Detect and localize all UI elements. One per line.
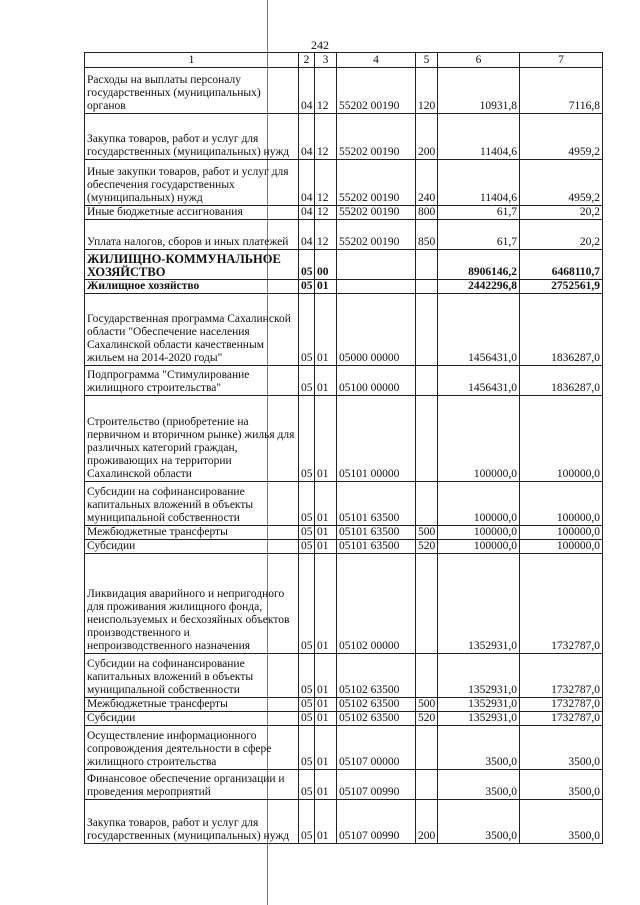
row-name-cell: Строительство (приобретение на первичном и вторичном рынке) жилья для различных категорий граждан, проживающих на территории Сахалинской области <box>85 396 299 482</box>
amount-year-2-cell: 100000,0 <box>520 526 603 540</box>
subsection-cell: 00 <box>315 250 337 280</box>
amount-year-2-cell: 4959,2 <box>520 114 603 160</box>
amount-year-2-cell: 7116,8 <box>520 68 603 114</box>
amount-year-2-cell: 4959,2 <box>520 160 603 206</box>
expense-type-cell: 120 <box>416 68 438 114</box>
row-name-cell: Жилищное хозяйство <box>85 280 299 294</box>
table-row <box>85 482 603 526</box>
subsection-cell: 01 <box>315 294 337 366</box>
table-row <box>85 654 603 698</box>
header-cell: 6 <box>438 53 520 68</box>
header-cell: 1 <box>85 53 299 68</box>
row-name-cell: Субсидии <box>85 712 299 726</box>
target-article-cell: 05102 63500 <box>337 712 416 726</box>
amount-year-1-cell: 61,7 <box>438 206 520 220</box>
section-cell: 05 <box>299 770 315 800</box>
expense-type-cell: 200 <box>416 800 438 844</box>
target-article-cell: 55202 00190 <box>337 68 416 114</box>
expense-type-cell: 850 <box>416 220 438 250</box>
amount-year-1-cell: 1456431,0 <box>438 294 520 366</box>
subsection-cell: 01 <box>315 366 337 396</box>
row-name-cell: ЖИЛИЩНО-КОММУНАЛЬНОЕ ХОЗЯЙСТВО <box>85 250 299 280</box>
expense-type-cell: 500 <box>416 526 438 540</box>
row-name-cell: Расходы на выплаты персоналу государственных (муниципальных) органов <box>85 68 299 114</box>
section-cell: 05 <box>299 482 315 526</box>
table-row <box>85 366 603 396</box>
subsection-cell: 01 <box>315 712 337 726</box>
table-row <box>85 554 603 654</box>
section-cell: 05 <box>299 654 315 698</box>
section-cell: 04 <box>299 160 315 206</box>
section-cell: 05 <box>299 250 315 280</box>
amount-year-2-cell: 1732787,0 <box>520 654 603 698</box>
row-name-cell: Осуществление информационного сопровождения деятельности в сфере жилищного строительства <box>85 726 299 770</box>
amount-year-2-cell: 100000,0 <box>520 396 603 482</box>
table-row <box>85 68 603 114</box>
expense-type-cell <box>416 396 438 482</box>
section-cell: 04 <box>299 114 315 160</box>
amount-year-1-cell: 100000,0 <box>438 526 520 540</box>
table-row <box>85 294 603 366</box>
target-article-cell: 05100 00000 <box>337 366 416 396</box>
header-cell: 4 <box>337 53 416 68</box>
header-cell: 5 <box>416 53 438 68</box>
amount-year-2-cell: 20,2 <box>520 220 603 250</box>
amount-year-1-cell: 1352931,0 <box>438 654 520 698</box>
subsection-cell: 01 <box>315 396 337 482</box>
amount-year-1-cell: 11404,6 <box>438 160 520 206</box>
target-article-cell: 05102 63500 <box>337 654 416 698</box>
expense-type-cell: 520 <box>416 540 438 554</box>
table-header-row <box>85 53 603 68</box>
section-cell: 05 <box>299 800 315 844</box>
amount-year-2-cell: 1836287,0 <box>520 366 603 396</box>
expense-type-cell <box>416 770 438 800</box>
table-row <box>85 114 603 160</box>
amount-year-2-cell: 100000,0 <box>520 540 603 554</box>
table-row <box>85 160 603 206</box>
amount-year-1-cell: 3500,0 <box>438 726 520 770</box>
subsection-cell: 01 <box>315 540 337 554</box>
amount-year-1-cell: 8906146,2 <box>438 250 520 280</box>
amount-year-2-cell: 1732787,0 <box>520 698 603 712</box>
amount-year-2-cell: 3500,0 <box>520 726 603 770</box>
subsection-cell: 12 <box>315 114 337 160</box>
subsection-cell: 12 <box>315 206 337 220</box>
table-row <box>85 206 603 220</box>
row-name-cell: Межбюджетные трансферты <box>85 526 299 540</box>
expense-type-cell: 800 <box>416 206 438 220</box>
amount-year-2-cell: 2752561,9 <box>520 280 603 294</box>
target-article-cell: 05101 63500 <box>337 526 416 540</box>
page-number: 242 <box>311 38 329 52</box>
row-name-cell: Закупка товаров, работ и услуг для государственных (муниципальных) нужд <box>85 114 299 160</box>
amount-year-2-cell: 3500,0 <box>520 770 603 800</box>
amount-year-1-cell: 1352931,0 <box>438 698 520 712</box>
amount-year-1-cell: 10931,8 <box>438 68 520 114</box>
expense-type-cell <box>416 366 438 396</box>
section-cell: 05 <box>299 280 315 294</box>
row-name-cell: Межбюджетные трансферты <box>85 698 299 712</box>
subsection-cell: 12 <box>315 68 337 114</box>
section-cell: 05 <box>299 526 315 540</box>
subsection-cell: 01 <box>315 482 337 526</box>
expense-type-cell: 240 <box>416 160 438 206</box>
target-article-cell: 55202 00190 <box>337 160 416 206</box>
header-cell: 3 <box>315 53 337 68</box>
target-article-cell: 55202 00190 <box>337 206 416 220</box>
target-article-cell: 05101 63500 <box>337 482 416 526</box>
amount-year-1-cell: 100000,0 <box>438 540 520 554</box>
subsection-cell: 01 <box>315 526 337 540</box>
target-article-cell: 05102 63500 <box>337 698 416 712</box>
target-article-cell: 05107 00990 <box>337 770 416 800</box>
subsection-cell: 01 <box>315 654 337 698</box>
expense-type-cell <box>416 654 438 698</box>
table-row <box>85 698 603 712</box>
subsection-cell: 01 <box>315 800 337 844</box>
amount-year-1-cell: 2442296,8 <box>438 280 520 294</box>
amount-year-2-cell: 1732787,0 <box>520 712 603 726</box>
target-article-cell <box>337 280 416 294</box>
amount-year-1-cell: 100000,0 <box>438 482 520 526</box>
budget-table <box>84 52 603 844</box>
amount-year-1-cell: 61,7 <box>438 220 520 250</box>
amount-year-1-cell: 1352931,0 <box>438 554 520 654</box>
section-cell: 05 <box>299 540 315 554</box>
table-row <box>85 526 603 540</box>
amount-year-2-cell: 1732787,0 <box>520 554 603 654</box>
row-name-cell: Субсидии <box>85 540 299 554</box>
section-cell: 05 <box>299 366 315 396</box>
subsection-cell: 01 <box>315 554 337 654</box>
subsection-cell: 01 <box>315 770 337 800</box>
amount-year-2-cell: 100000,0 <box>520 482 603 526</box>
target-article-cell: 55202 00190 <box>337 114 416 160</box>
section-cell: 05 <box>299 396 315 482</box>
target-article-cell: 55202 00190 <box>337 220 416 250</box>
target-article-cell: 05107 00000 <box>337 726 416 770</box>
header-cell: 2 <box>299 53 315 68</box>
target-article-cell: 05102 00000 <box>337 554 416 654</box>
section-cell: 04 <box>299 68 315 114</box>
target-article-cell: 05101 63500 <box>337 540 416 554</box>
target-article-cell: 05107 00990 <box>337 800 416 844</box>
table-row <box>85 726 603 770</box>
expense-type-cell <box>416 726 438 770</box>
expense-type-cell <box>416 482 438 526</box>
amount-year-1-cell: 1352931,0 <box>438 712 520 726</box>
amount-year-2-cell: 3500,0 <box>520 800 603 844</box>
row-name-cell: Субсидии на софинансирование капитальных вложений в объекты муниципальной собственности <box>85 654 299 698</box>
header-cell: 7 <box>520 53 603 68</box>
subsection-cell: 12 <box>315 220 337 250</box>
expense-type-cell <box>416 280 438 294</box>
row-name-cell: Субсидии на софинансирование капитальных вложений в объекты муниципальной собственности <box>85 482 299 526</box>
subsection-cell: 01 <box>315 280 337 294</box>
section-cell: 05 <box>299 554 315 654</box>
amount-year-2-cell: 20,2 <box>520 206 603 220</box>
table-row <box>85 220 603 250</box>
row-name-cell: Государственная программа Сахалинской области "Обеспечение населения Сахалинской области качественным жильем на 2014-2020 годы" <box>85 294 299 366</box>
table-row <box>85 540 603 554</box>
row-name-cell: Финансовое обеспечение организации и проведения мероприятий <box>85 770 299 800</box>
row-name-cell: Закупка товаров, работ и услуг для государственных (муниципальных) нужд <box>85 800 299 844</box>
expense-type-cell: 520 <box>416 712 438 726</box>
subsection-cell: 12 <box>315 160 337 206</box>
expense-type-cell: 500 <box>416 698 438 712</box>
section-cell: 05 <box>299 712 315 726</box>
amount-year-1-cell: 3500,0 <box>438 770 520 800</box>
section-cell: 04 <box>299 206 315 220</box>
section-cell: 05 <box>299 698 315 712</box>
table-row <box>85 770 603 800</box>
target-article-cell <box>337 250 416 280</box>
target-article-cell: 05000 00000 <box>337 294 416 366</box>
table-row <box>85 712 603 726</box>
expense-type-cell <box>416 294 438 366</box>
row-name-cell: Иные закупки товаров, работ и услуг для обеспечения государственных (муниципальных) нужд <box>85 160 299 206</box>
expense-type-cell <box>416 554 438 654</box>
table-row <box>85 800 603 844</box>
subsection-cell: 01 <box>315 726 337 770</box>
amount-year-1-cell: 100000,0 <box>438 396 520 482</box>
table-row <box>85 396 603 482</box>
amount-year-1-cell: 11404,6 <box>438 114 520 160</box>
amount-year-1-cell: 3500,0 <box>438 800 520 844</box>
section-cell: 04 <box>299 220 315 250</box>
section-cell: 05 <box>299 294 315 366</box>
row-name-cell: Иные бюджетные ассигнования <box>85 206 299 220</box>
table-row <box>85 250 603 280</box>
row-name-cell: Ликвидация аварийного и непригодного для проживания жилищного фонда, неиспользуемых и бесхозяйных объектов производственного и непроизводственного назначения <box>85 554 299 654</box>
amount-year-1-cell: 1456431,0 <box>438 366 520 396</box>
expense-type-cell: 200 <box>416 114 438 160</box>
section-cell: 05 <box>299 726 315 770</box>
table-row <box>85 280 603 294</box>
expense-type-cell <box>416 250 438 280</box>
row-name-cell: Уплата налогов, сборов и иных платежей <box>85 220 299 250</box>
target-article-cell: 05101 00000 <box>337 396 416 482</box>
subsection-cell: 01 <box>315 698 337 712</box>
amount-year-2-cell: 6468110,7 <box>520 250 603 280</box>
row-name-cell: Подпрограмма "Стимулирование жилищного строительства" <box>85 366 299 396</box>
amount-year-2-cell: 1836287,0 <box>520 294 603 366</box>
